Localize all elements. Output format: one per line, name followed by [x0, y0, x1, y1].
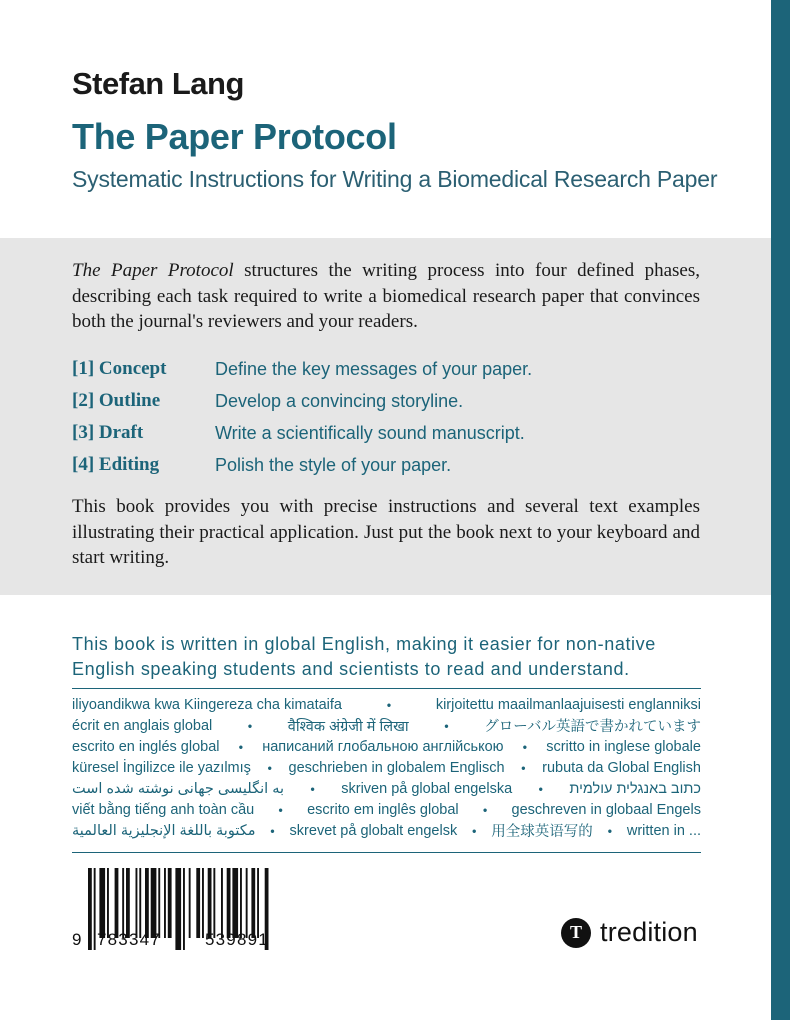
bullet-separator: • [278, 802, 283, 817]
language-entry: küresel İngilizce ile yazılmış [72, 759, 251, 776]
bullet-separator: • [310, 781, 315, 796]
barcode-bar [164, 868, 166, 938]
barcode-bar [136, 868, 138, 938]
bullet-separator: • [238, 739, 243, 754]
barcode-bar [251, 868, 255, 938]
barcode-bar [99, 868, 105, 938]
language-line [72, 757, 701, 778]
language-line [72, 778, 701, 799]
bullet-separator: • [386, 697, 392, 712]
language-line [72, 799, 701, 820]
barcode-bar [196, 868, 200, 938]
language-line [72, 820, 701, 841]
phase-label: [2] Outline [72, 390, 161, 411]
language-entry: geschrieben in globalem Englisch [288, 759, 505, 776]
bullet-separator: • [247, 718, 253, 733]
language-entry: kirjoitettu maailmanlaajuisesti englanniksi [435, 696, 701, 713]
language-entry: написаний глобальною англійською [262, 738, 504, 755]
intro-paragraph [72, 258, 700, 335]
language-line [72, 715, 701, 736]
language-entry: skrevet på globalt engelsk [289, 822, 458, 839]
language-entry: scritto in inglese globale [546, 738, 701, 755]
isbn-group-left: 783347 [97, 930, 161, 949]
barcode-bar [145, 868, 149, 938]
barcode-bar [158, 868, 160, 938]
barcode-bar [107, 868, 109, 938]
language-entry: geschreven in globaal Engels [511, 801, 701, 818]
phase-item [72, 417, 700, 449]
barcode-bar [183, 868, 185, 950]
phase-description: Polish the style of your paper. [215, 454, 452, 475]
phase-description: Define the key messages of your paper. [215, 358, 533, 379]
phase-item [72, 385, 700, 417]
barcode-bar [208, 868, 212, 938]
barcode-bar [88, 868, 92, 950]
language-entry: written in ... [626, 822, 701, 839]
bullet-separator: • [482, 802, 488, 817]
global-english-note [72, 632, 712, 682]
language-entry: वैश्विक अंग्रेजी में लिखा [287, 718, 409, 735]
barcode-bar [213, 868, 215, 938]
language-list [72, 694, 701, 841]
spine-edge [771, 0, 790, 1020]
bullet-separator: • [538, 781, 543, 796]
language-entry: escrito en inglés global [72, 738, 220, 755]
barcode-bar [175, 868, 181, 950]
language-line [72, 694, 701, 715]
barcode-bar [240, 868, 242, 938]
language-entry: escrito em inglês global [307, 801, 459, 818]
outro-paragraph: This book provides you with precise instructions and several text examples illustrating their practical application. Just put the book next to your keyboard and start writing. [72, 496, 700, 568]
phase-label: [4] Editing [72, 454, 160, 475]
language-entry: مكتوبة باللغة الإنجليزية العالمية [72, 822, 256, 839]
barcode-bar [227, 868, 231, 938]
barcode-bar [94, 868, 96, 950]
divider-bottom [72, 852, 701, 853]
bullet-separator: • [267, 760, 272, 775]
language-entry: viết bằng tiếng anh toàn cầu [72, 801, 255, 818]
phase-description: Develop a convincing storyline. [215, 390, 464, 411]
bullet-separator: • [521, 760, 526, 775]
language-entry: כתוב באנגלית עולמית [569, 780, 701, 797]
language-line [72, 736, 701, 757]
isbn-group-right: 539891 [205, 930, 269, 949]
publisher-brand [561, 917, 698, 948]
phase-label: [1] Concept [72, 358, 167, 379]
language-entry: écrit en anglais global [72, 717, 213, 734]
language-entry: 用全球英语写的 [491, 824, 593, 840]
book-subtitle: Systematic Instructions for Writing a Biomedical Research Paper [72, 166, 718, 192]
language-entry: skriven på global engelska [341, 780, 513, 797]
language-entry: グローバル英語で書かれています [484, 719, 701, 735]
bullet-separator: • [444, 718, 449, 733]
author-name: Stefan Lang [72, 66, 244, 101]
bullet-separator: • [522, 739, 527, 754]
barcode-bar [202, 868, 204, 938]
barcode-bar [232, 868, 238, 938]
barcode-bar [151, 868, 157, 938]
barcode-bar [139, 868, 141, 938]
language-entry: rubuta da Global English [542, 759, 701, 776]
bullet-separator: • [270, 823, 275, 838]
book-title: The Paper Protocol [72, 116, 397, 157]
phase-list [72, 353, 700, 481]
phase-description: Write a scientifically sound manuscript. [215, 422, 525, 443]
isbn-digit-first: 9 [72, 930, 82, 949]
intro-text: structures the writing process into four defined phases, describing each task required to write a biomedical research paper that convinces both the journal's reviewers and your readers. [72, 260, 700, 332]
publisher-name: tredition [600, 917, 698, 947]
barcode-bar [126, 868, 130, 938]
barcode-bar [168, 868, 172, 938]
global-english-line: This book is written in global English, making it easier for non-native [72, 634, 656, 654]
bullet-separator: • [607, 823, 612, 838]
global-english-line: English speaking students and scientists to read and understand. [72, 659, 630, 679]
barcode-bar [122, 868, 124, 938]
divider-top [72, 688, 701, 689]
intro-italic-title: The Paper Protocol [72, 260, 234, 281]
barcode-bar [221, 868, 223, 938]
language-entry: iliyoandikwa kwa Kiingereza cha kimataifa [72, 696, 342, 713]
phase-item [72, 353, 700, 385]
bullet-separator: • [472, 823, 477, 838]
phase-item [72, 449, 700, 481]
barcode-bar [246, 868, 248, 938]
phase-label: [3] Draft [72, 422, 144, 443]
barcode-bar [115, 868, 119, 938]
language-entry: به انگلیسی جهانی نوشته شده است [72, 780, 285, 797]
barcode-bar [257, 868, 259, 938]
barcode-bar [189, 868, 191, 938]
tredition-logo-icon: T [561, 918, 591, 948]
